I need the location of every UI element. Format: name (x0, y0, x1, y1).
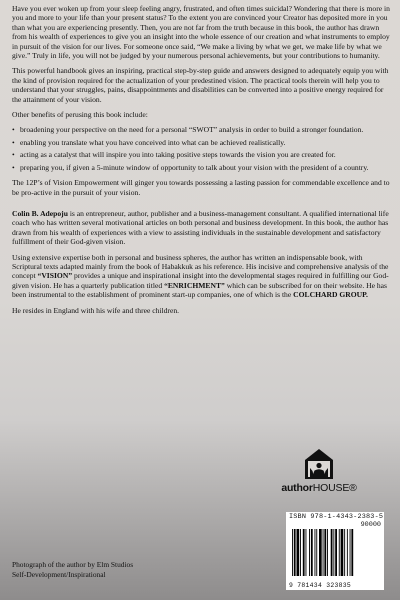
residence-paragraph: He resides in England with his wife and three children. (12, 305, 180, 315)
house-with-person-icon (302, 447, 336, 481)
barcode-bars (290, 529, 380, 579)
vision-empowerment-paragraph: The 12P’s of Vision Empowerment will ginger you towards possessing a lasting passion for commendable excellence and to be pro-active in the pursuit of your vision. (12, 178, 390, 197)
publisher-name-suffix: HOUSE® (312, 482, 357, 494)
book-category: Self-Development/Inspirational (12, 570, 106, 579)
benefit-item: • broadening your perspective on the need for a personal “SWOT” analysis in order to build a stronger foundation. (12, 125, 390, 134)
author-name: Colin B. Adepoju (12, 208, 68, 218)
benefits-list (12, 125, 390, 172)
publisher-name-part: author (281, 482, 313, 494)
benefits-heading: Other benefits of perusing this book include: (12, 110, 148, 120)
cover-footer (12, 560, 133, 580)
photo-credit: Photograph of the author by Elm Studios (12, 560, 134, 569)
colchard-group: COLCHARD GROUP. (293, 290, 368, 300)
benefit-item: • acting as a catalyst that will inspire you into taking positive steps towards the vision you are created for. (12, 150, 390, 159)
publisher-name (276, 482, 362, 494)
back-cover-blurb (12, 4, 390, 321)
price-code: 90000 (360, 521, 381, 529)
benefit-item: • enabling you translate what you have conceived into what can be achieved realistically. (12, 138, 390, 147)
vision-term: “VISION” (37, 271, 73, 281)
publisher-logo (276, 447, 362, 494)
isbn-barcode (286, 512, 384, 590)
isbn-number: ISBN 978-1-4343-2383-5 (289, 513, 384, 521)
benefit-item: • preparing you, if given a 5-minute window of opportunity to talk about your vision with the president of a country. (12, 163, 390, 172)
enrichment-title: “ENRICHMENT” (164, 280, 225, 290)
author-expertise-paragraph (12, 253, 390, 300)
barcode-digits: 9 781434 323835 (289, 582, 352, 589)
expertise-text-c: which can be subscribed for on their website. He has been instrumental to the establishment of prominent start-up companies, one of which is the (12, 280, 387, 300)
author-bio-text: is an entrepreneur, author, publisher and a business-management consultant. A qualified international life coach who has written several motivational articles on both personal and business development. In this book, the author has drawn from his wealth of experiences with a view to assisting individuals in the sustainable development and satisfactory fulfillment of their God-given vision. (12, 208, 389, 247)
intro-paragraph: Have you ever woken up from your sleep feeling angry, frustrated, and often times suicidal? Wondering that there is more in you and more to your life than your present status? To the extent you are convinced your Creator has deposited more in you than what you are experiencing presently. Then, you are not far from the truth because in this book, the author has drawn from his wealth of experiences to give you an insight into the whole essence of our creation and what instruments to employ in pursuit of the vision for our lives. For someone once said, “We make a living by what we get, we make life by what we give.” Truly in life, you will not be judged by your numerous personal achievements, but your contributions to humanity. (12, 4, 390, 61)
handbook-paragraph: This powerful handbook gives an inspiring, practical step-by-step guide and answers designed to adequately equip you with the kind of provision required for the actualization of your predestined vision. The practical tools therein will help you to understand that your struggles, pains, disappointments and disabilities can be converted into a positive energy required for the attainment of your vision. (12, 66, 389, 104)
author-bio-paragraph (12, 209, 390, 247)
expertise-text-b: provides a unique and inspirational insight into the developmental stages required in fulfilling our God-given vision. He has a quarterly publication titled (12, 271, 389, 290)
expertise-text-a: Using extensive expertise both in personal and business spheres, the author has written an indispensable book, with Scriptural texts adapted mainly from the book of Habakkuk as his reference. His incisive and comprehensive analysis of the concept (12, 252, 389, 281)
